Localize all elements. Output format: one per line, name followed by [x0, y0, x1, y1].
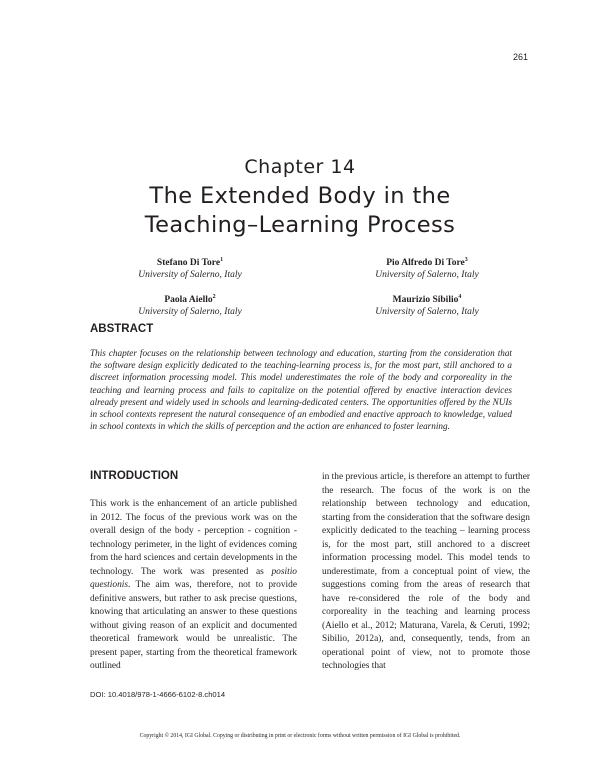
- abstract-heading: ABSTRACT: [90, 323, 154, 335]
- author-name: Maurizio Sibilio$^4$: [392, 294, 462, 306]
- page-number: 261: [512, 52, 528, 62]
- introduction-paragraph: This work is the enhancement of an article published in 2012. The focus of the previous work was on the overall design of the body - perception - cognition - technology perimeter, in the light of evidences coming from the hard sciences and certain developments in the technology. The work was presented as positio questionis. The aim was, therefore, not to provide definitive answers, but rather to ask precise questions, knowing that articulating an answer to these questions without giving reason of an explicit and documented theoretical framework would be unrealistic. The present paper, starting from the theoretical framework outlined: [90, 499, 297, 671]
- author-name: Stefano Di Tore$^1$: [156, 257, 224, 269]
- author-affiliation: University of Salerno, Italy: [138, 270, 242, 281]
- introduction-heading: INTRODUCTION: [90, 470, 179, 482]
- author-block: [90, 254, 290, 281]
- doi: DOI: 10.4018/978-1-4666-6102-8.ch014: [90, 690, 226, 699]
- abstract-text: This chapter focuses on the relationship between technology and education, starting from the consideration that the software design explicitly dedicated to the teaching-learning process is, for the most part, still anchored to a discreet information processing model. This model underestimates the role of the body and corporeality in the teaching and learning process and fails to capitalize on the potential offered by enactive interaction devices already present and widely used in schools and learning-dedicated centers. The opportunities offered by the NUIs in school contexts represent the natural consequence of an embodied and enactive approach to knowledge, valued in school contexts in which the skills of perception and the action are enhanced to foster learning.: [90, 348, 512, 432]
- author-affiliation: University of Salerno, Italy: [375, 270, 479, 281]
- author-affiliation: University of Salerno, Italy: [375, 307, 479, 318]
- introduction-paragraph-continued: in the previous article, is therefore an attempt to further the research. The focus of the work is on the relationship between technology and education, starting from the consideration that the software design explicitly dedicated to the teaching – learning process is, for the most part, still anchored to a discreet information processing model. This model tends to underestimate, from a conceptual point of view, the suggestions coming from the areas of research that have re-considered the role of the body and corporeality in the teaching and learning process (Aiello et al., 2012; Maturana, Varela, & Ceruti, 1992; Sibilio, 2012a), and, consequently, tends, from an operational point of view, not to promote those technologies that: [322, 472, 530, 671]
- author-block: [90, 291, 290, 318]
- chapter-title: [0, 182, 600, 240]
- chapter-label: Chapter 14: [244, 156, 356, 178]
- introduction-right-column: [322, 471, 530, 674]
- chapter-title-line-1: The Extended Body in the: [149, 183, 451, 209]
- author-name: Pio Alfredo Di Tore$^3$: [386, 257, 468, 269]
- author-block: [327, 291, 527, 318]
- author-block: [327, 254, 527, 281]
- chapter-title-line-2: Teaching–Learning Process: [144, 212, 456, 238]
- author-affiliation: University of Salerno, Italy: [138, 307, 242, 318]
- author-name: Paola Aiello$^2$: [164, 294, 216, 306]
- copyright-notice: Copyright © 2014, IGI Global. Copying or distributing in print or electronic forms without written permission of IGI Global is prohibited.: [139, 733, 461, 739]
- introduction-left-column: [90, 498, 297, 674]
